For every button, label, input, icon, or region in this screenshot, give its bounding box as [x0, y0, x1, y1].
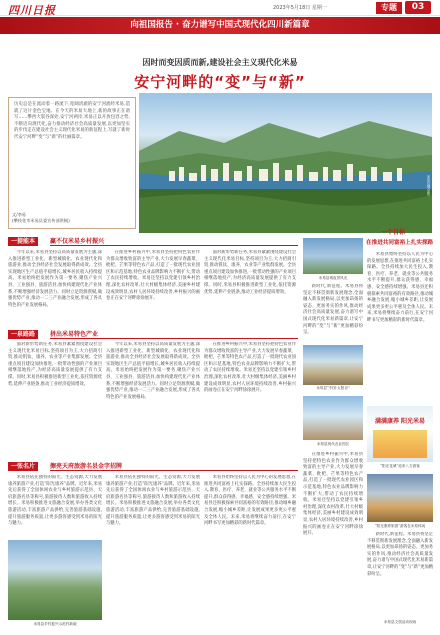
paragraph: 今年以来,米易县坚持以高质量发展为主题,深入推进新型工业化、新型城镇化、农业现代化和旅游业,推动全县经济社会发展取得新成效。全县实现地区生产总值平稳增长,城乡居民收入持续提高。米易始终把发展作为第一要务,聚焦产业兴县、工业强县、旅游活县,加快构建现代化产业体系,不断增强经济发展活力。同时立足资源禀赋,做强优势产业,推动一二三产业融合发展,形成了各具特色的产业发展格局。 [106, 342, 200, 400]
photo-1 [303, 238, 363, 274]
lead-author-line2: 文/李易 [12, 212, 26, 217]
column-right-1 [303, 284, 363, 340]
photo-4-caption: 米易县现代农业园区 [316, 442, 350, 446]
photo-7-caption: 米易县文旅活动现场 [383, 620, 417, 624]
paragraph: 米易县依托独特的阳光、生态资源,大力发展康养旅游产业,打造“阳光康养”品牌。近年来,米易先后获得了全国休闲农业与乡村旅游示范县、天府旅游名县等称号,旅游接待人数和旅游收入持续增长。米易积极推进文旅融合发展,举办各类文化旅游活动,丰富旅游产品供给,完善旅游基础设施,提升旅游服务质量,让更多游客感受到米易的阳光与魅力。 [8, 475, 102, 527]
lead-author [12, 212, 70, 224]
paragraph: 在推进乡村振兴中,米易县坚持把特色农业作为群众增收致富的主导产业,大力发展早春蔬菜、枇杷、芒果等特色农产品,打造了一批现代农业园区和示范基地,特色农业品牌影响力不断扩大,带动了农民持续增收。米易还坚持以党建引领乡村治理,深化农村改革,壮大村级集体经济,美丽乡村建设成效明显,农村人居环境持续改善,乡村振兴的画卷正在安宁河畔徐徐展开。 [106, 250, 200, 302]
masthead [0, 0, 440, 16]
series-banner [0, 17, 440, 34]
section-1-mark: 一提能本 [8, 237, 38, 246]
section-head-2 [8, 330, 298, 339]
column-2c [204, 342, 296, 406]
section-1-rule [50, 245, 298, 246]
section-4-mark: 一个目标 [381, 229, 406, 236]
photo-3-scene [373, 430, 427, 458]
column-1b [106, 250, 200, 322]
page-tag: 专题 [376, 2, 402, 14]
paragraph: 面对新形势新任务,米易县紧紧围绕建设社会主义现代化米易目标,坚持项目为王,大力招商引资,推动钒钛、康养、农业等产业集群发展。全县重点项目建设加快推进,一批带动性强的产业项目相继落地投产,为经济高质量发展提供了有力支撑。同时,米易县积极推进新型工业化,依托资源优势,延伸产业链条,推动工业经济提质增效。 [8, 342, 102, 387]
newspaper-logo: 四川日报 [8, 4, 56, 17]
column-1c [204, 250, 296, 322]
column-3d [303, 452, 363, 622]
column-1a [8, 250, 102, 322]
paragraph: 米易县始终坚持以人民为中心的发展思想,在推进共同富裕上扎实探路。全县持续加大民生投入,教育、医疗、养老、就业等公共服务水平不断提升,群众获得感、幸福感、安全感持续增强。米易县还积极探索共同富裕的有效路径,推动城乡融合发展,缩小城乡差距,让发展成果更多更公平惠及全体人民。未来,米易将继续奋力前行,在安宁河畔书写更加精彩的新时代篇章。 [367, 252, 433, 323]
paragraph: 新时代,新征程。米易县将坚定不移贯彻新发展理念,全面融入新发展格局,以更加昂扬的姿态、更加务实的作风,推动经济社会高质量发展,奋力谱写中国式现代化米易新篇章,让安宁河畔的“变”与“新”更加精彩纷呈。 [303, 284, 363, 336]
paragraph: 今年以来,米易县坚持以高质量发展为主题,深入推进新型工业化、新型城镇化、农业现代化和旅游业,推动全县经济社会发展取得新成效。全县实现地区生产总值平稳增长,城乡居民收入持续提高。米易始终把发展作为第一要务,聚焦产业兴县、工业强县、旅游活县,加快构建现代化产业体系,不断增强经济发展活力。同时立足资源禀赋,做强优势产业,推动一二三产业融合发展,形成了各具特色的产业发展格局。 [8, 250, 102, 308]
series-banner-text: 向祖国报告 · 奋力谱写中国式现代化四川新篇章 [130, 20, 310, 30]
section-2-rule [50, 338, 298, 339]
column-right-3 [367, 532, 433, 616]
lead-text: 历史总是在流动着一路流下,宽阔清澈的安宁河流经米易,造就了这片金色宝地。在今天的米易大地上,新的故事正在谱写……攀西大裂谷深处,安宁河两岸,米易正以开放包容之势,不断迈向现代化,奋力推动经济社会高质量发展,以更加坚实的步伐走在建设社会主义现代化米易的新征程上,写就了新时代安宁河畔“变”与“新”的壮丽篇章。 [14, 102, 130, 140]
hero-photo [139, 93, 432, 233]
page-number: 03 [405, 1, 431, 14]
paragraph: 米易县始终坚持以人民为中心的发展思想,在推进共同富裕上扎实探路。全县持续加大民生投入,教育、医疗、养老、就业等公共服务水平不断提升,群众获得感、幸福感、安全感持续增强。米易县还积极探索共同富裕的有效路径,推动城乡融合发展,缩小城乡差距,让发展成果更多更公平惠及全体人民。未来,米易将继续奋力前行,在安宁河畔书写更加精彩的新时代篇章。 [204, 475, 296, 527]
photo-6-caption: “阳光康养旅游”游客在米易休闲 [374, 524, 426, 528]
photo-6 [367, 474, 433, 522]
lead-author-line: (攀枝花市米易县委宣传部供稿) [12, 218, 70, 223]
lead-box [8, 97, 136, 229]
section-head-4 [367, 228, 433, 237]
photo-3 [367, 406, 433, 462]
article-headline: 安宁河畔的“变”与“新” [134, 73, 306, 91]
section-2-title: 拼出米易特色产业 [50, 331, 99, 338]
photo-5 [8, 540, 102, 620]
hero-caption: 米易县城全景 [426, 175, 430, 196]
paragraph: 在推进乡村振兴中,米易县坚持把特色农业作为群众增收致富的主导产业,大力发展早春蔬菜、枇杷、芒果等特色农产品,打造了一批现代农业园区和示范基地,特色农业品牌影响力不断扩大,带动了农民持续增收。米易还坚持以党建引领乡村治理,深化农村改革,壮大村级集体经济,美丽乡村建设成效明显,农村人居环境持续改善,乡村振兴的画卷正在安宁河畔徐徐展开。 [204, 342, 296, 394]
photo-1-caption: 米易县城夜景风光 [318, 276, 348, 280]
paragraph: 在推进乡村振兴中,米易县坚持把特色农业作为群众增收致富的主导产业,大力发展早春蔬菜、枇杷、芒果等特色农产品,打造了一批现代农业园区和示范基地,特色农业品牌影响力不断扩大,带动了农民持续增收。米易还坚持以党建引领乡村治理,深化农村改革,壮大村级集体经济,美丽乡村建设成效明显,农村人居环境持续改善,乡村振兴的画卷正在安宁河畔徐徐展开。 [303, 452, 363, 537]
photo-3-caption: “阳光花城”迎来八方游客 [380, 464, 420, 468]
column-2b [106, 342, 200, 406]
column-2a [8, 342, 102, 392]
dateline: 2023年5月18日 星期一 [273, 5, 327, 11]
article-subtitle: 因时而变因质而新,建设社会主义现代化米易 [142, 58, 298, 67]
photo-4 [303, 396, 363, 440]
photo-5-caption: 米易县乡村振兴示范村新貌 [33, 622, 77, 626]
section-1-title: 赢不仅米易乡村振兴 [50, 238, 105, 245]
photo-3-text: 满满康养 阳光米易 [374, 418, 426, 425]
column-3b [106, 475, 200, 625]
paragraph: 米易县依托独特的阳光、生态资源,大力发展康养旅游产业,打造“阳光康养”品牌。近年来,米易先后获得了全国休闲农业与乡村旅游示范县、天府旅游名县等称号,旅游接待人数和旅游收入持续增长。米易积极推进文旅融合发展,举办各类文化旅游活动,丰富旅游产品供给,完善旅游基础设施,提升旅游服务质量,让更多游客感受到米易的阳光与魅力。 [106, 475, 200, 527]
section-2-mark: 一泉路路 [8, 330, 38, 339]
section-head-3 [8, 462, 298, 471]
hero-photo-illustration [139, 93, 432, 233]
column-right-2 [367, 252, 433, 402]
photo-2-caption: 米易县“中国·太阳谷” [316, 386, 350, 390]
section-3-rule [50, 470, 298, 471]
column-3c [204, 475, 296, 625]
section-4-title: 在推进共同富裕上扎实探路 [366, 240, 434, 246]
column-3a [8, 475, 102, 537]
photo-2 [303, 345, 363, 385]
paragraph: 面对新形势新任务,米易县紧紧围绕建设社会主义现代化米易目标,坚持项目为王,大力招商引资,推动钒钛、康养、农业等产业集群发展。全县重点项目建设加快推进,一批带动性强的产业项目相继落地投产,为经济高质量发展提供了有力支撑。同时,米易县积极推进新型工业化,依托资源优势,延伸产业链条,推动工业经济提质增效。 [204, 250, 296, 295]
section-3-title: 擦亮天府旅游名县金字招牌 [50, 463, 123, 470]
section-head-1 [8, 237, 298, 246]
section-3-mark: 一张名片 [8, 462, 38, 471]
paragraph: 新时代,新征程。米易县将坚定不移贯彻新发展理念,全面融入新发展格局,以更加昂扬的姿态、更加务实的作风,推动经济社会高质量发展,奋力谱写中国式现代化米易新篇章,让安宁河畔的“变”与“新”更加精彩纷呈。 [367, 532, 433, 577]
